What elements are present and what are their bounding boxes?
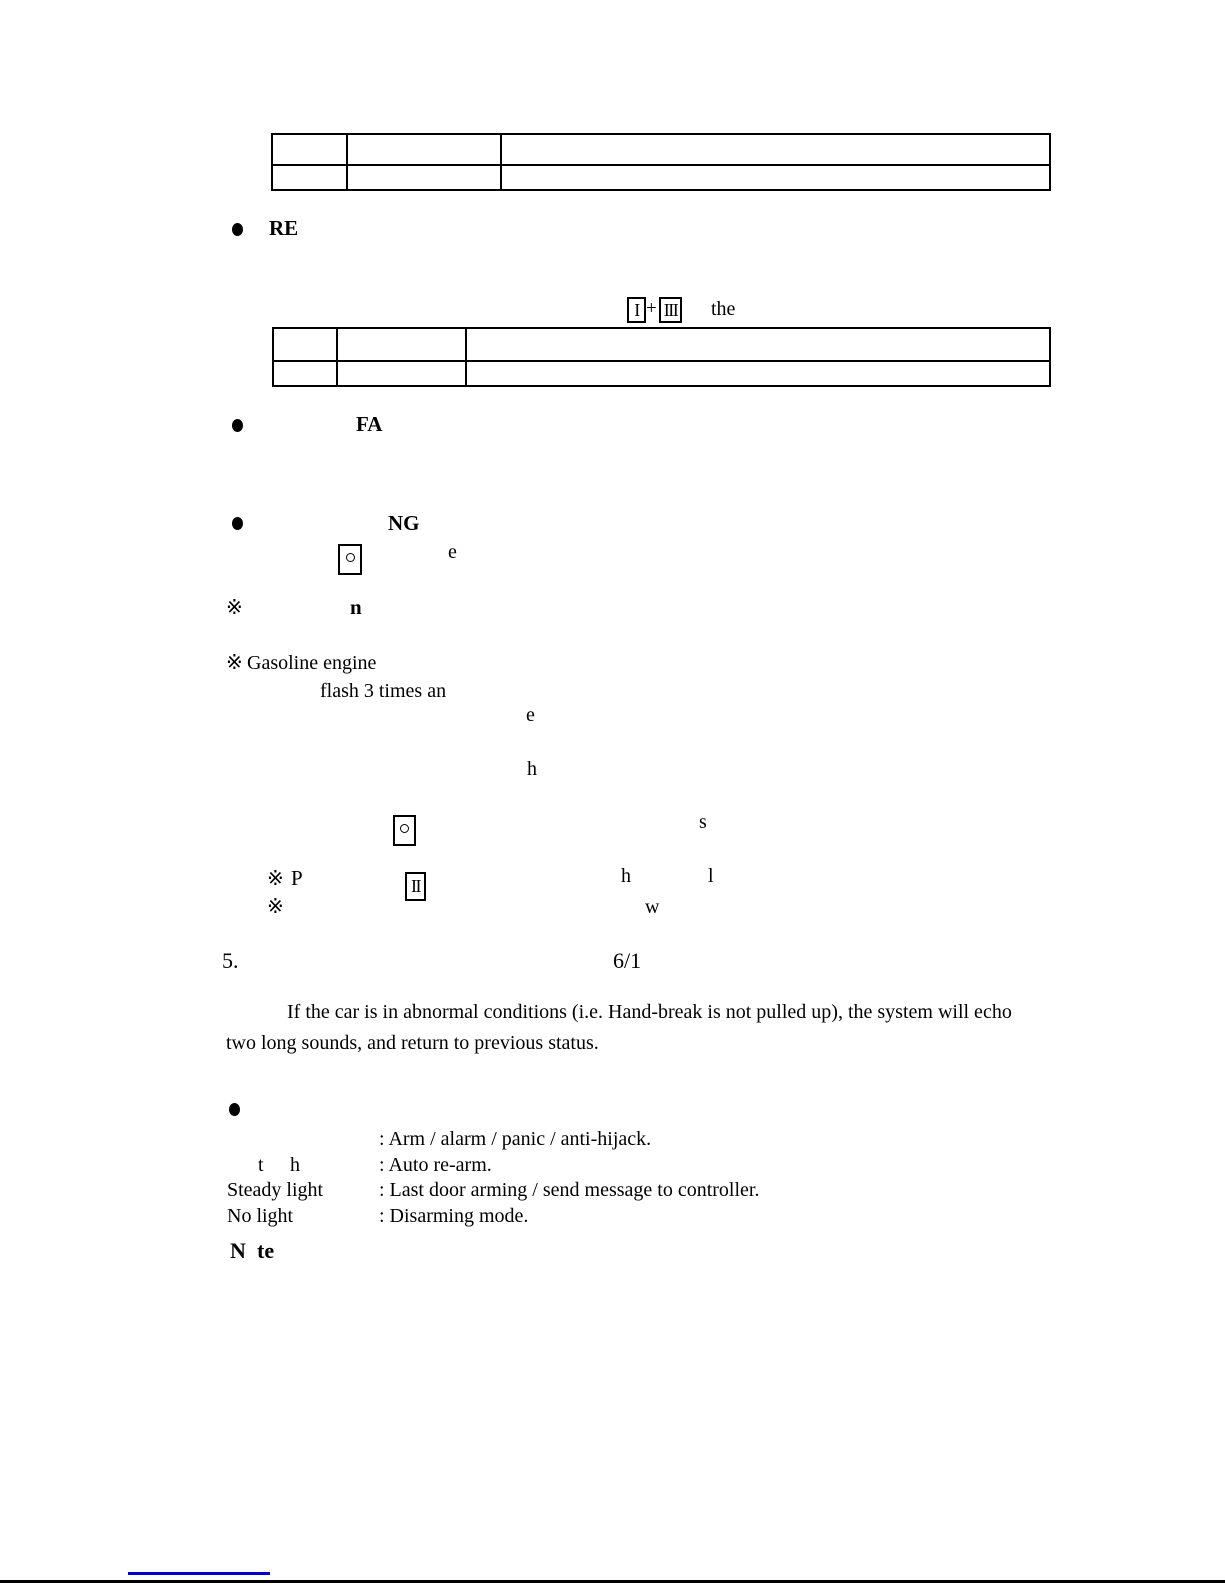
bullet-icon	[232, 223, 243, 236]
led-status-label: Steady light	[227, 1179, 324, 1201]
text-fragment-e: e	[448, 541, 457, 563]
text-fragment-the: the	[711, 298, 736, 320]
circle-glyph-icon	[400, 824, 409, 833]
led-status-desc: : Disarming mode.	[379, 1205, 529, 1227]
table-cell	[466, 328, 1050, 361]
text-fragment-p: P	[291, 866, 303, 890]
remote-button-iii-box	[659, 297, 682, 323]
bullet-icon	[232, 517, 243, 530]
circle-glyph-icon	[346, 553, 355, 562]
page-bottom-edge	[0, 1580, 1225, 1583]
text-fragment-s: s	[699, 811, 707, 833]
table-cell	[272, 165, 347, 190]
reference-mark-icon: ※	[226, 595, 243, 619]
spec-table-top	[271, 133, 1051, 191]
paragraph-line: If the car is in abnormal conditions (i.e. Hand-break is not pulled up), the system will echo	[287, 1001, 1012, 1023]
boxed-circle-glyph	[393, 815, 416, 846]
table-cell	[501, 165, 1050, 190]
table-cell	[337, 328, 466, 361]
paragraph-line: two long sounds, and return to previous status.	[226, 1032, 599, 1054]
table-cell	[272, 134, 347, 165]
reference-mark-icon: ※	[267, 894, 284, 918]
table-cell	[501, 134, 1050, 165]
section-number: 5.	[222, 948, 239, 973]
table-cell	[347, 134, 501, 165]
led-status-label: h	[290, 1154, 300, 1176]
text-fragment-w: w	[645, 896, 660, 918]
remote-button-i-box	[627, 297, 646, 323]
bullet-icon	[232, 419, 243, 432]
text-fragment-e: e	[526, 704, 535, 726]
led-status-desc: : Auto re-arm.	[379, 1154, 492, 1176]
led-status-desc: : Last door arming / send message to controller.	[379, 1179, 760, 1201]
remote-button-i-label: I	[634, 299, 639, 320]
heading-fa: FA	[356, 412, 383, 436]
text-fragment-l: l	[708, 865, 714, 887]
remote-button-iii-label: III	[663, 299, 678, 320]
led-status-label: t	[258, 1154, 264, 1176]
table-cell	[466, 361, 1050, 386]
text-flash-3-times: flash 3 times an	[320, 680, 447, 702]
spec-table-mid	[272, 327, 1051, 387]
heading-re: RE	[269, 216, 299, 240]
section-page-ref: 6/1	[613, 948, 642, 973]
boxed-circle-glyph	[338, 544, 362, 575]
note-heading: N	[230, 1238, 246, 1263]
table-cell	[337, 361, 466, 386]
plus-sign: +	[646, 298, 657, 319]
led-status-label: No light	[227, 1205, 294, 1227]
heading-ng: NG	[388, 511, 420, 535]
table-cell	[347, 165, 501, 190]
remote-button-ii-box	[405, 872, 426, 901]
bullet-icon	[229, 1103, 240, 1116]
reference-mark-icon: ※	[226, 650, 243, 674]
led-status-desc: : Arm / alarm / panic / anti-hijack.	[379, 1128, 652, 1150]
text-fragment-h: h	[621, 865, 631, 887]
reference-mark-icon: ※	[267, 866, 284, 890]
table-cell	[273, 328, 337, 361]
link-underline[interactable]	[128, 1572, 270, 1575]
text-fragment-h: h	[527, 758, 537, 780]
remote-button-ii-label: II	[411, 876, 420, 896]
text-fragment-n: n	[350, 595, 362, 619]
note-heading: te	[257, 1238, 275, 1263]
text-gasoline-engine: Gasoline engine	[247, 652, 377, 674]
table-cell	[273, 361, 337, 386]
